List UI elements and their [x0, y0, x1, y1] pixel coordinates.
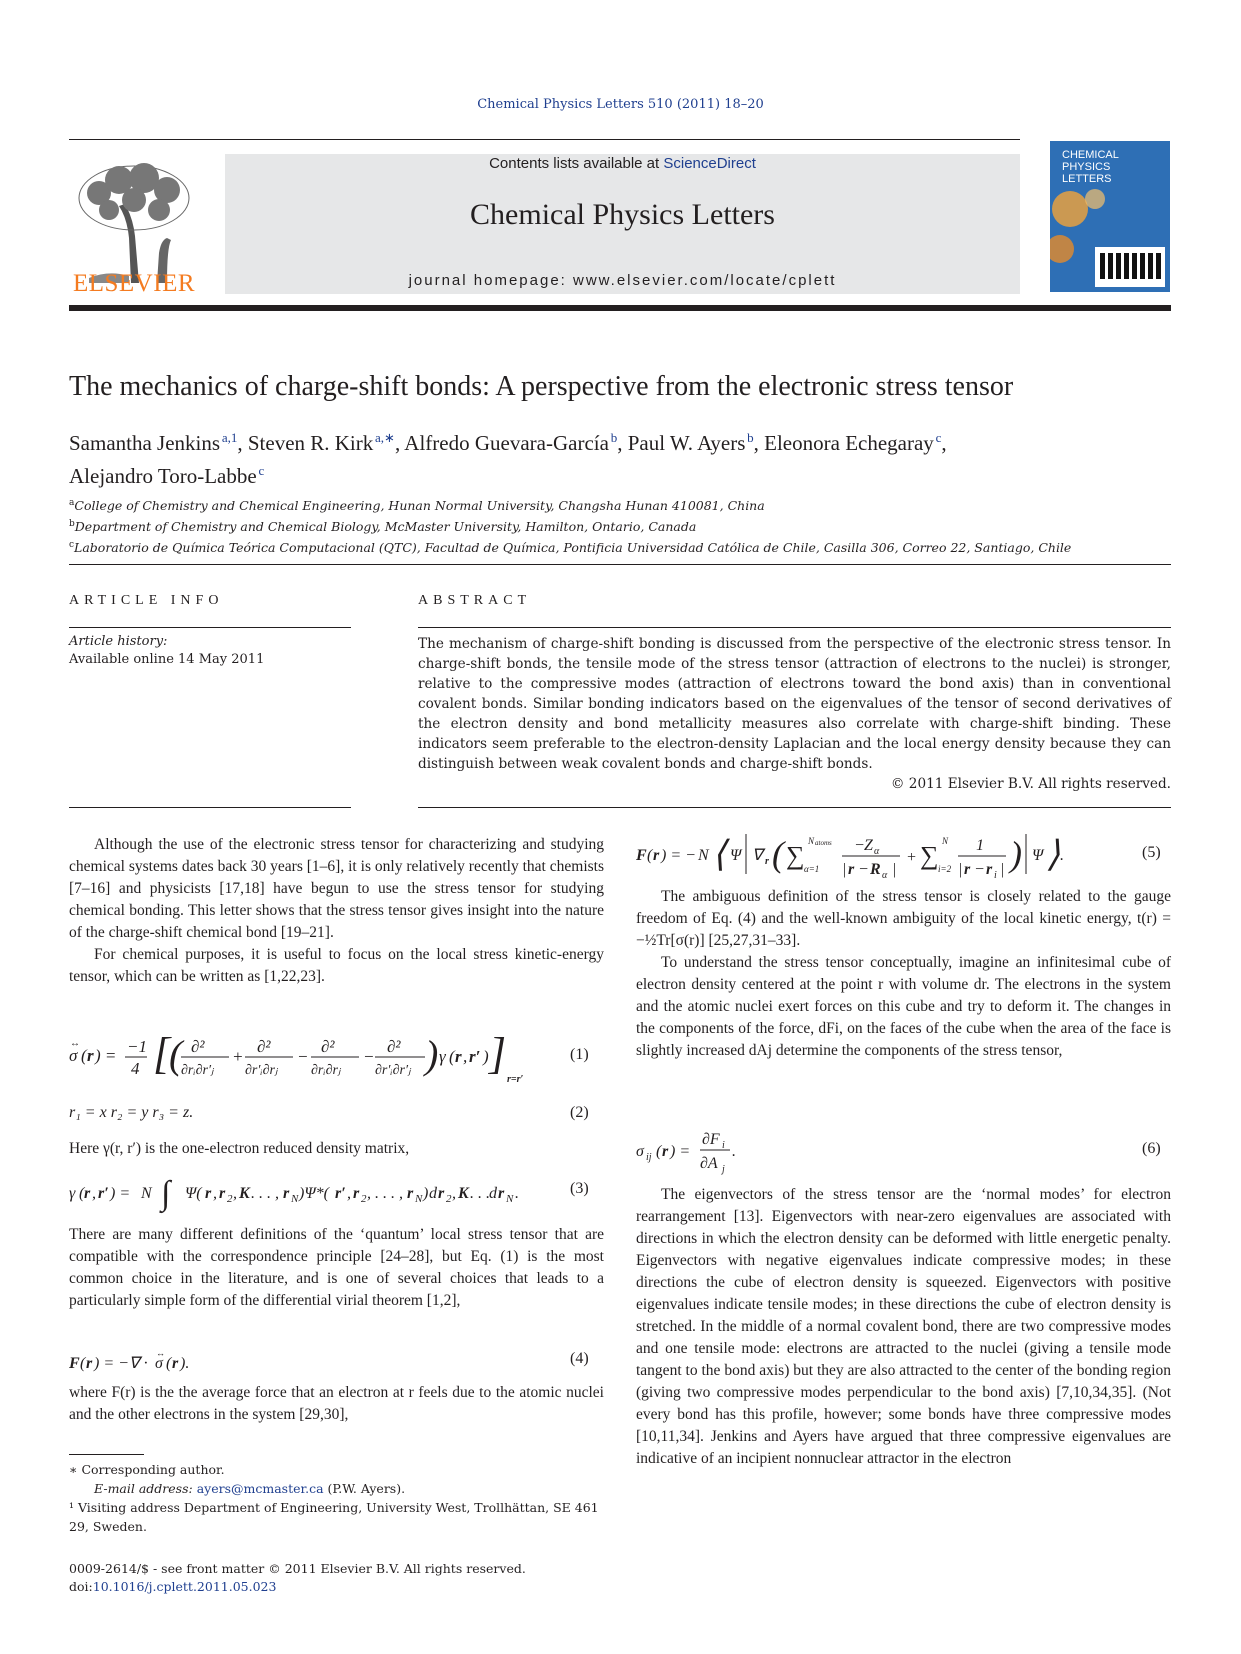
- svg-text:N: N: [415, 1193, 423, 1205]
- svg-text:ij: ij: [646, 1152, 652, 1163]
- equation-number: (3): [570, 1180, 589, 1197]
- svg-text:⟨: ⟨: [712, 834, 727, 874]
- svg-text:, . . . ,: , . . . ,: [367, 1185, 403, 1202]
- svg-text:.: .: [732, 1143, 736, 1160]
- equation-4: [69, 1346, 329, 1381]
- svg-text:.: .: [1060, 847, 1064, 864]
- svg-text:∂r′ᵢ∂rⱼ: ∂r′ᵢ∂rⱼ: [245, 1063, 278, 1078]
- email-link[interactable]: ayers@mcmaster.ca: [196, 1481, 324, 1496]
- header-thick-rule: [69, 305, 1171, 311]
- article-history-label: Article history:: [69, 634, 168, 649]
- svg-text:K: K: [458, 1185, 469, 1202]
- svg-text:−: −: [854, 837, 865, 854]
- email-note: [69, 1479, 604, 1498]
- svg-text:∂rᵢ∂rⱼ: ∂rᵢ∂rⱼ: [311, 1063, 341, 1078]
- svg-text:∂²: ∂²: [387, 1037, 401, 1056]
- svg-text:(: (: [449, 1047, 455, 1066]
- equation-number: (1): [570, 1046, 589, 1063]
- email-label: E-mail address:: [94, 1481, 197, 1496]
- svg-text:∂rᵢ∂r′ⱼ: ∂rᵢ∂r′ⱼ: [181, 1063, 214, 1078]
- svg-text:N: N: [942, 836, 949, 846]
- svg-text:Z: Z: [864, 837, 873, 854]
- info-rule: [69, 807, 351, 808]
- journal-reference[interactable]: Chemical Physics Letters 510 (2011) 18–20: [477, 97, 764, 112]
- svg-text:r: r: [653, 847, 660, 864]
- body-paragraph: To understand the stress tensor conceptually, imagine an infinitesimal cube of electron density centered at the point r with volume dr. The electrons in the system and the atomic nuclei exert forces on this cube and try to deform it. The changes in the components of the force, dFi, on the faces of the cube when the area of the face is slightly increased dAj determine the components of the stress tensor,: [636, 954, 1171, 1059]
- svg-text:,: ,: [347, 1185, 351, 1202]
- svg-text:σ: σ: [155, 1355, 163, 1372]
- svg-text:atoms: atoms: [815, 839, 832, 847]
- svg-text:F: F: [636, 847, 647, 864]
- equation-number: (6): [1142, 1140, 1161, 1157]
- svg-text:−: −: [297, 1047, 309, 1066]
- abstract-rule: [418, 807, 1171, 808]
- svg-text:. . . ,: . . . ,: [251, 1185, 279, 1202]
- svg-text:(: (: [81, 1046, 87, 1065]
- svg-text:2: 2: [361, 1193, 367, 1205]
- svg-text:,: ,: [463, 1047, 468, 1066]
- svg-text:R: R: [870, 861, 881, 878]
- svg-text:∂²: ∂²: [321, 1037, 335, 1056]
- svg-text:(: (: [656, 1143, 662, 1160]
- svg-text:∂²: ∂²: [191, 1037, 205, 1056]
- svg-text:∂A: ∂A: [700, 1155, 718, 1172]
- svg-text:r: r: [172, 1355, 179, 1372]
- svg-text:α=1: α=1: [804, 864, 820, 874]
- author-affil-marker[interactable]: c: [935, 430, 942, 445]
- svg-text:[: [: [153, 1029, 171, 1078]
- svg-text:Ψ(: Ψ(: [185, 1185, 202, 1202]
- svg-text:F: F: [69, 1355, 80, 1372]
- svg-text:⟩: ⟩: [1046, 834, 1061, 874]
- svg-text:γ: γ: [69, 1185, 76, 1202]
- author-name: Paul W. Ayers: [627, 431, 746, 455]
- svg-text:. . .: . . .: [470, 1185, 490, 1202]
- svg-text:(: (: [772, 834, 784, 874]
- doi-line: [69, 1578, 526, 1596]
- journal-cover[interactable]: [1050, 141, 1170, 292]
- svg-text:+: +: [232, 1047, 244, 1066]
- equation-5: [636, 826, 1136, 887]
- svg-text:r: r: [455, 1047, 462, 1066]
- header-rule: [69, 139, 1020, 140]
- affiliation-marker: a: [69, 498, 75, 508]
- author-name: Eleonora Echegaray: [764, 431, 934, 455]
- sciencedirect-link[interactable]: ScienceDirect: [663, 155, 756, 172]
- svg-text:)Ψ*(: )Ψ*(: [299, 1185, 329, 1202]
- cover-artwork: [1050, 189, 1170, 292]
- affiliation-rule: [69, 564, 1171, 565]
- svg-text:) =: ) =: [95, 1046, 117, 1065]
- svg-text:r: r: [438, 1185, 445, 1202]
- affiliation-text: Department of Chemistry and Chemical Biology, McMaster University, Hamilton, Ontario, Canada: [74, 519, 697, 535]
- svg-text:∂F: ∂F: [702, 1131, 720, 1148]
- journal-title: Chemical Physics Letters: [470, 198, 775, 231]
- author-affil-marker[interactable]: b: [747, 430, 754, 445]
- svg-text:) =: ) =: [670, 1143, 691, 1160]
- author-affil-marker[interactable]: a,1: [221, 430, 238, 445]
- left-column-intro: [69, 834, 604, 988]
- doi-link[interactable]: 10.1016/j.cplett.2011.05.023: [92, 1579, 277, 1594]
- body-paragraph: Although the use of the electronic stress tensor for characterizing and studying chemical systems dates back 30 years [1–6], it is only relatively recently that chemists [7–16] and physicists [17,18] have begun to use the stress tensor for studying chemical bonding. This letter shows that the stress tensor gives insight into the nature of the charge-shift chemical bond [19–21].: [69, 836, 604, 941]
- body-paragraph: For chemical purposes, it is useful to focus on the local stress kinetic-energy tensor, which can be written as [1,22,23].: [69, 946, 604, 985]
- body-paragraph: The ambiguous definition of the stress tensor is closely related to the gauge freedom of Eq. (4) and the well-known ambiguity of the local kinetic energy, t(r) = −½Tr[σ(r)] [25,27,31–33].: [636, 888, 1171, 949]
- svg-text:d: d: [489, 1185, 497, 1202]
- svg-text:+: +: [906, 849, 917, 866]
- svg-text:,: ,: [233, 1185, 237, 1202]
- svg-text:σ: σ: [636, 1143, 644, 1160]
- svg-text:r: r: [283, 1185, 290, 1202]
- article-info-heading: ARTICLE INFO: [69, 593, 224, 608]
- author-name: Alfredo Guevara-García: [404, 431, 609, 455]
- svg-text:−: −: [858, 861, 869, 878]
- affiliation-marker: c: [69, 540, 75, 551]
- doi-label: doi:: [69, 1579, 93, 1594]
- equation-2: r₁ = x r₂ = y r₃ = z.: [69, 1104, 194, 1121]
- svg-text:): ): [1010, 834, 1022, 874]
- svg-text:N: N: [698, 847, 709, 864]
- affiliation-list: [69, 494, 1169, 557]
- equation-number: (4): [570, 1350, 589, 1367]
- author-name: Steven R. Kirk: [247, 431, 374, 455]
- svg-text:): ): [423, 1185, 429, 1202]
- svg-text:∑: ∑: [920, 841, 939, 870]
- contents-line: [225, 155, 1020, 172]
- svg-text:(: (: [647, 847, 653, 864]
- svg-text:) =: ) =: [110, 1185, 131, 1202]
- author-affil-marker[interactable]: a,∗: [375, 430, 395, 445]
- svg-text:↔: ↔: [70, 1038, 80, 1049]
- info-rule: [69, 627, 351, 628]
- right-column-text: [636, 1184, 1171, 1470]
- svg-text:r′: r′: [98, 1185, 109, 1202]
- svg-text:2: 2: [446, 1193, 452, 1205]
- svg-text:r: r: [498, 1185, 505, 1202]
- article-history-value: Available online 14 May 2011: [69, 652, 265, 667]
- abstract-rule: [418, 627, 1171, 628]
- cover-title: [1062, 149, 1119, 185]
- body-paragraph: Here γ(r, r′) is the one-electron reduced density matrix,: [69, 1140, 410, 1157]
- svg-text:|: |: [1000, 861, 1005, 878]
- svg-text:j: j: [722, 1164, 725, 1175]
- author-affil-marker[interactable]: c: [258, 463, 265, 478]
- svg-text:.: .: [515, 1185, 519, 1202]
- article-title: The mechanics of charge-shift bonds: A perspective from the electronic stress tensor: [69, 371, 1014, 402]
- affiliation-text: Laboratorio de Química Teórica Computacional (QTC), Facultad de Química, Pontificia Universidad Católica de Chile, Casilla 306, Correo 22, Santiago, Chile: [74, 540, 1072, 556]
- svg-text:r: r: [662, 1143, 669, 1160]
- svg-text:4: 4: [131, 1059, 140, 1078]
- svg-text:2: 2: [227, 1193, 233, 1205]
- equation-number: (2): [570, 1104, 589, 1121]
- svg-text:r: r: [407, 1185, 414, 1202]
- svg-text:r: r: [353, 1185, 360, 1202]
- corresponding-author-note: ∗ Corresponding author.: [69, 1462, 225, 1477]
- svg-text:∑: ∑: [786, 841, 805, 870]
- affiliation-item: [69, 515, 1169, 536]
- affiliation-item: [69, 536, 1169, 557]
- equation-3: [69, 1170, 549, 1219]
- equation-6: [636, 1126, 756, 1181]
- svg-text:r′: r′: [469, 1047, 481, 1066]
- issn-line: 0009-2614/$ - see front matter © 2011 Elsevier B.V. All rights reserved.: [69, 1561, 526, 1576]
- elsevier-wordmark: ELSEVIER: [72, 270, 196, 297]
- affiliation-text: College of Chemistry and Chemical Engineering, Hunan Normal University, Changsha Hunan 410081, China: [74, 498, 765, 514]
- svg-text:−: −: [363, 1047, 375, 1066]
- svg-text:(: (: [169, 1032, 183, 1077]
- cover-title-line: PHYSICS: [1062, 161, 1111, 173]
- svg-text:r: r: [848, 861, 855, 878]
- svg-text:−1: −1: [127, 1037, 147, 1056]
- svg-text:,: ,: [213, 1185, 217, 1202]
- svg-text:r: r: [986, 861, 993, 878]
- author-name: Alejandro Toro-Labbe: [69, 464, 257, 488]
- svg-text:r: r: [84, 1185, 91, 1202]
- author-list: Samantha Jenkins $^{a,1}$, Steven R. Kirk $^{a,∗}$, Alfredo Guevara-García $^b$, Paul W. Ayers $^b$, Eleonora Echegaray $^c$, Alejandro Toro-Labbe $^c$: [69, 430, 947, 488]
- cover-title-line: CHEMICAL: [1062, 149, 1119, 161]
- svg-text:γ: γ: [439, 1047, 446, 1066]
- svg-text:i: i: [994, 870, 997, 881]
- equation-number: (5): [1142, 844, 1161, 861]
- svg-text:).: ).: [180, 1355, 190, 1372]
- svg-text:r: r: [205, 1185, 212, 1202]
- svg-text:) = −∇ ·: ) = −∇ ·: [94, 1355, 148, 1372]
- svg-text:↔: ↔: [156, 1348, 165, 1358]
- svg-text:r: r: [219, 1185, 226, 1202]
- svg-text:): ): [483, 1047, 489, 1066]
- svg-text:K: K: [239, 1185, 250, 1202]
- body-paragraph: where F(r) is the the average force that an electron at r feels due to the atomic nuclei and the other electrons in the system [29,30],: [69, 1384, 604, 1423]
- affiliation-item: [69, 494, 1169, 515]
- svg-text:∫: ∫: [161, 1175, 171, 1212]
- svg-text:σ: σ: [69, 1046, 78, 1065]
- svg-text:(: (: [166, 1355, 172, 1372]
- svg-text:N: N: [506, 1193, 514, 1205]
- body-paragraph: There are many different definitions of the ‘quantum’ local stress tensor that are compatible with the correspondence principle [24–28], but Eq. (1) is the most common choice in the literature, and is one of several choices that leads to a particularly simple form of the differential virial theorem [1,2],: [69, 1226, 604, 1309]
- email-suffix: (P.W. Ayers).: [323, 1481, 406, 1496]
- svg-text:1: 1: [976, 837, 984, 854]
- svg-text:r=r′: r=r′: [507, 1074, 524, 1085]
- svg-text:i=2: i=2: [938, 864, 952, 874]
- svg-text:Ψ: Ψ: [1032, 847, 1044, 864]
- abstract-text: The mechanism of charge-shift bonding is discussed from the perspective of the electronic stress tensor. In charge-shift bonds, the tensile mode of the stress tensor (attraction of electrons to the nuclei) is stronger, relative to the compressive modes (attraction of electrons toward the bond axis) than in conventional covalent bonds. Similar bonding indicators based on the eigenvalues of the tensor of second derivatives of the electron density and bond metallicity measures also correlate with charge-shift binding. These indicators seem preferable to the electron-density Laplacian and the local energy density because they can distinguish between weak covalent bonds and charge-shift bonds.: [418, 636, 1171, 772]
- svg-text:N: N: [808, 836, 815, 846]
- svg-text:|: |: [892, 861, 897, 878]
- svg-text:i: i: [722, 1140, 725, 1151]
- svg-text:∂²: ∂²: [257, 1037, 271, 1056]
- svg-text:r: r: [765, 856, 769, 867]
- svg-text:α: α: [874, 846, 880, 857]
- svg-text:r: r: [964, 861, 971, 878]
- right-column-text: [636, 886, 1171, 1062]
- svg-text:,: ,: [92, 1185, 96, 1202]
- svg-text:N: N: [141, 1185, 152, 1202]
- author-name: Samantha Jenkins: [69, 431, 221, 455]
- svg-text:Ψ: Ψ: [730, 847, 742, 864]
- svg-text:d: d: [429, 1185, 437, 1202]
- svg-text:r: r: [87, 1046, 94, 1065]
- svg-text:|: |: [958, 861, 963, 878]
- svg-text:) = −: ) = −: [661, 847, 696, 864]
- svg-text:): ): [425, 1032, 439, 1077]
- issn-doi-block: [69, 1560, 526, 1596]
- author-affil-marker[interactable]: b: [610, 430, 618, 445]
- svg-text:r: r: [86, 1355, 93, 1372]
- journal-homepage[interactable]: journal homepage: www.elsevier.com/locate/cplett: [408, 272, 837, 289]
- abstract-copyright: © 2011 Elsevier B.V. All rights reserved.: [890, 776, 1171, 792]
- footnote-rule: [69, 1454, 144, 1455]
- svg-text:(: (: [79, 1185, 85, 1202]
- svg-text:∇: ∇: [752, 847, 763, 864]
- body-paragraph: The eigenvectors of the stress tensor are the ‘normal modes’ for electron rearrangement [13]. Eigenvectors with near-zero eigenvalues are associated with directions in which the electron density can be deformed with little energetic penalty. Eigenvectors with negative eigenvalues indicate compressive modes; in these directions the cube of electron density is squeezed. Eigenvectors with positive eigenvalues indicate tensile modes; in these directions the cube of electron density is stretched. In the middle of a normal covalent bond, there are two compressive modes and one tensile mode: electrons are attracted to the nuclei (giving a tensile mode tangent to the bond axis) but they are also attracted to the center of the bonding region (giving two compressive modes perpendicular to the bond axis) [7,10,34,35]. (Not every bond has this profile, however; some bonds have three compressive modes [10,11,34]. Jenkins and Ayers have argued that three compressive eigenvalues are indicative of an incipient nonnuclear attractor in the electron: [636, 1186, 1171, 1467]
- svg-text:−: −: [974, 861, 985, 878]
- affiliation-marker: b: [69, 519, 75, 530]
- visiting-address-note: ¹ Visiting address Department of Engineering, University West, Trollhättan, SE 461 29, Sweden.: [69, 1500, 599, 1534]
- abstract-heading: ABSTRACT: [418, 593, 532, 608]
- svg-text:N: N: [291, 1193, 299, 1205]
- svg-text:r′: r′: [335, 1185, 346, 1202]
- svg-text:α: α: [882, 870, 888, 881]
- contents-prefix: Contents lists available at: [489, 155, 664, 172]
- svg-text:|: |: [842, 861, 847, 878]
- svg-text:]: ]: [489, 1029, 507, 1078]
- footnotes: [69, 1460, 604, 1536]
- equation-1: [69, 1026, 539, 1091]
- cover-title-line: LETTERS: [1062, 173, 1112, 185]
- svg-text:(: (: [80, 1355, 86, 1372]
- svg-text:,: ,: [452, 1185, 456, 1202]
- svg-text:∂r′ᵢ∂r′ⱼ: ∂r′ᵢ∂r′ⱼ: [375, 1063, 411, 1078]
